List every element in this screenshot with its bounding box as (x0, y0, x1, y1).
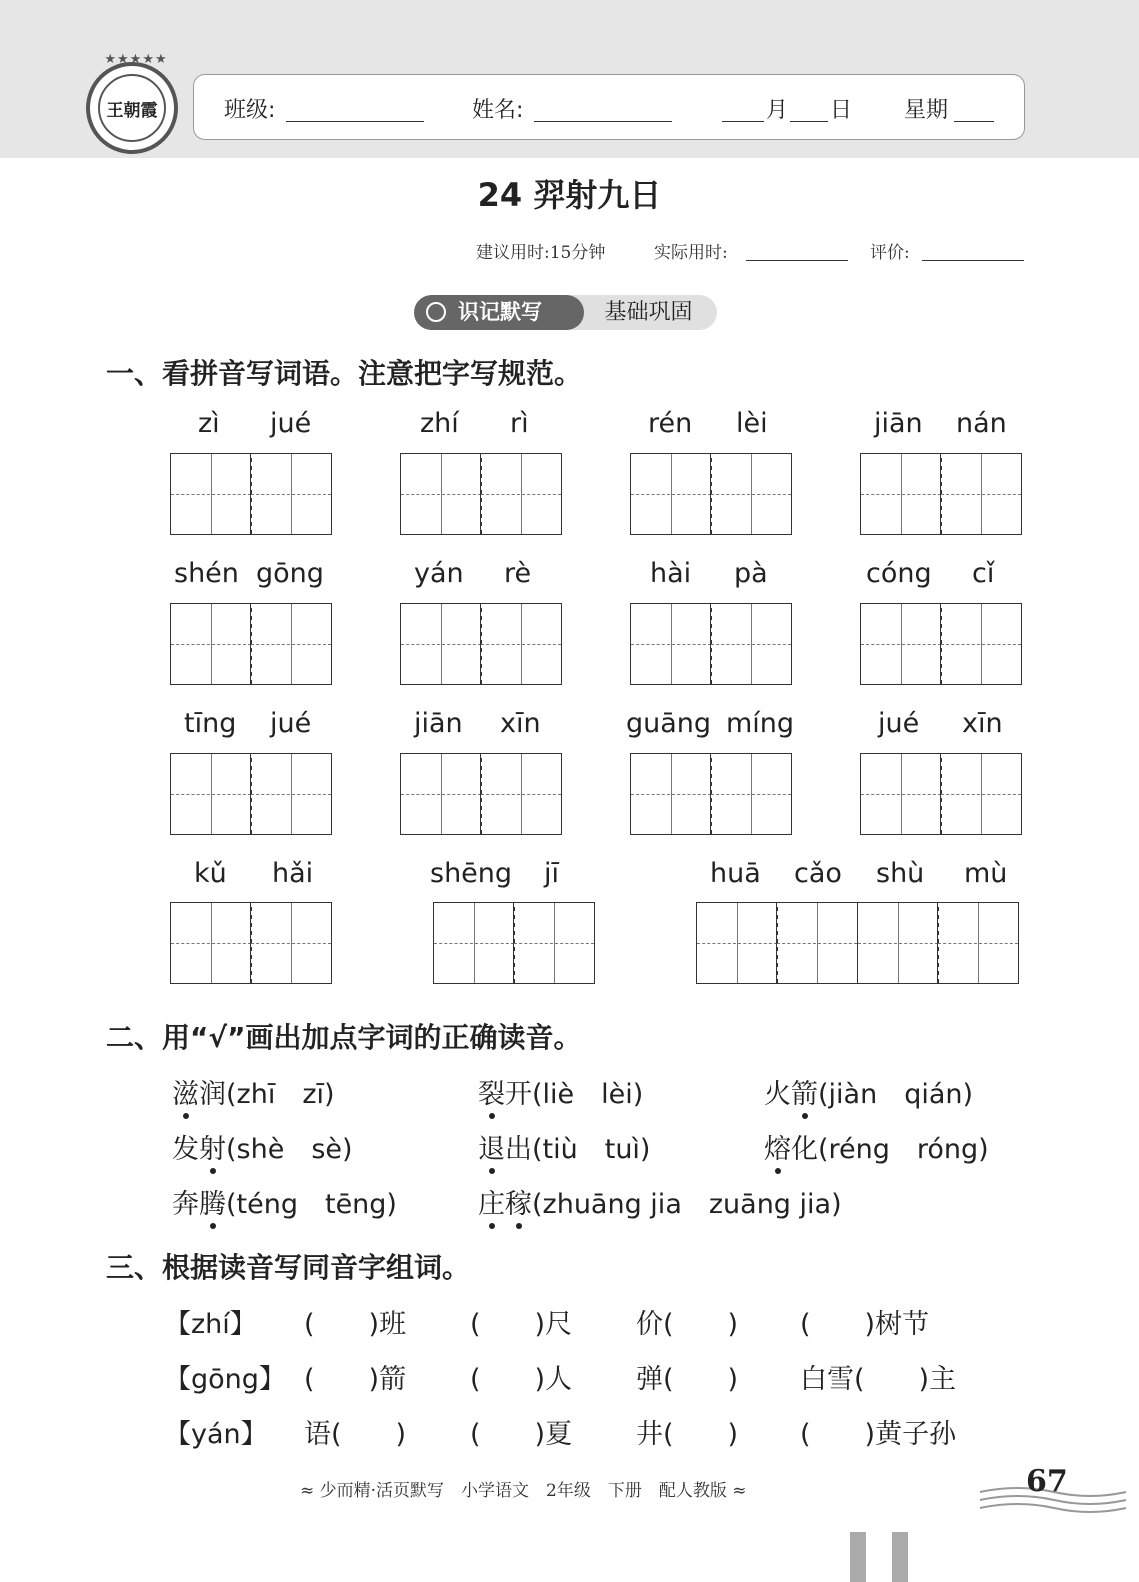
pinyin: shù (876, 858, 925, 889)
writing-grid[interactable] (170, 753, 331, 835)
medal-icon (426, 302, 446, 322)
pinyin: nán (956, 408, 1007, 439)
reading-item (172, 1127, 353, 1166)
dotted-char: 滋 (172, 1072, 199, 1111)
pinyin-label: 【yán】 (164, 1419, 268, 1450)
weekday-field[interactable] (954, 121, 994, 122)
writing-grid[interactable] (630, 453, 791, 535)
section-tag (414, 295, 717, 330)
pinyin-options[interactable]: (jiàn qián) (818, 1079, 974, 1110)
section-tag-primary-text: 识记默写 (458, 300, 542, 324)
reading-item (478, 1182, 842, 1221)
pinyin: shēng (430, 858, 513, 889)
pinyin: cǐ (972, 558, 995, 589)
pinyin: huā (710, 858, 761, 889)
writing-grid[interactable] (400, 453, 561, 535)
writing-grid[interactable] (400, 603, 561, 685)
part2-heading: 二、用“√”画出加点字词的正确读音。 (106, 1021, 582, 1054)
pinyin: jī (544, 858, 560, 889)
section-tag-secondary: 基础巩固 (564, 295, 717, 330)
pinyin-label: 【gōng】 (164, 1364, 286, 1395)
suggested-time: 建议用时:15分钟 (476, 243, 606, 263)
word-char: 出 (505, 1134, 532, 1165)
pinyin: lèi (736, 408, 768, 439)
reading-item (478, 1127, 650, 1166)
dotted-char: 腾 (199, 1182, 226, 1221)
pinyin: shén (174, 558, 239, 589)
pinyin: jiān (874, 408, 923, 439)
pinyin-options[interactable]: (réng róng) (818, 1134, 989, 1165)
pinyin: gōng (256, 558, 324, 589)
pinyin: tīng (184, 708, 237, 739)
page-tab (850, 1532, 866, 1582)
dotted-char: 裂 (478, 1072, 505, 1111)
pinyin-options[interactable]: (téng tēng) (226, 1189, 397, 1220)
pinyin-options[interactable]: (zhī zī) (226, 1079, 335, 1110)
pinyin: jué (270, 708, 312, 739)
pinyin-options[interactable]: (tiù tuì) (532, 1134, 651, 1165)
dotted-char: 退 (478, 1127, 505, 1166)
rating-label: 评价: (870, 243, 910, 263)
writing-grid[interactable] (630, 603, 791, 685)
pinyin: cóng (866, 558, 932, 589)
series-footer: ≈ 少而精·活页默写 小学语文 2年级 下册 配人教版 ≈ (300, 1481, 747, 1501)
reading-item (172, 1072, 335, 1111)
pinyin: jiān (414, 708, 463, 739)
pinyin-options[interactable]: (shè sè) (226, 1134, 353, 1165)
part3-heading: 三、根据读音写同音字组词。 (106, 1251, 471, 1284)
pinyin: zì (198, 408, 220, 439)
pinyin: rì (510, 408, 529, 439)
page-tab (892, 1532, 908, 1582)
fill-blank[interactable]: ( )箭 (304, 1364, 407, 1395)
weekday-label: 星期 (904, 98, 949, 123)
pinyin: xīn (500, 708, 541, 739)
reading-item (478, 1072, 643, 1111)
fill-blank[interactable]: ( )班 (304, 1309, 407, 1340)
pinyin: jué (270, 408, 312, 439)
dotted-char: 射 (199, 1127, 226, 1166)
pinyin: pà (734, 558, 768, 589)
section-tag-primary (414, 295, 584, 330)
dotted-char: 熔 (764, 1127, 791, 1166)
fill-blank[interactable]: 语( ) (304, 1419, 407, 1450)
day-field[interactable] (790, 121, 828, 122)
star-icon: ★★★★★ (104, 52, 168, 67)
pinyin: hǎi (272, 858, 314, 889)
rating-field[interactable] (922, 260, 1024, 261)
class-field[interactable] (286, 121, 424, 122)
writing-grid[interactable] (433, 902, 594, 984)
writing-grid[interactable] (170, 902, 331, 984)
fill-blank[interactable]: 弹( ) (636, 1364, 739, 1395)
student-info-box (193, 74, 1025, 140)
fill-blank[interactable]: 井( ) (636, 1419, 739, 1450)
pinyin: rè (504, 558, 532, 589)
fill-blank[interactable]: ( )人 (470, 1364, 573, 1395)
lesson-title: 24 羿射九日 (477, 176, 662, 214)
name-label: 姓名: (472, 98, 524, 123)
writing-grid[interactable] (860, 603, 1021, 685)
word-char: 火 (764, 1079, 791, 1110)
month-label: 月 (766, 98, 789, 123)
reading-item (764, 1127, 989, 1166)
writing-grid[interactable] (400, 753, 561, 835)
day-label: 日 (830, 98, 853, 123)
pinyin: yán (414, 558, 464, 589)
fill-blank[interactable]: ( )尺 (470, 1309, 573, 1340)
writing-grid[interactable] (860, 453, 1021, 535)
fill-blank[interactable]: 白雪( )主 (800, 1364, 957, 1395)
reading-item (172, 1182, 397, 1221)
pinyin: jué (878, 708, 920, 739)
fill-blank[interactable]: 价( ) (636, 1309, 739, 1340)
pinyin: zhí (420, 408, 459, 439)
class-label: 班级: (224, 98, 276, 123)
name-field[interactable] (534, 121, 672, 122)
pinyin: rén (648, 408, 693, 439)
pinyin-options[interactable]: (liè lèi) (532, 1079, 644, 1110)
dotted-char: 稼 (505, 1182, 532, 1221)
pinyin: cǎo (794, 858, 842, 889)
pinyin: míng (726, 708, 795, 739)
pinyin: hài (650, 558, 692, 589)
writing-grid[interactable] (170, 603, 331, 685)
pinyin: kǔ (194, 858, 227, 889)
actual-time-label: 实际用时: (654, 243, 728, 263)
dotted-char: 庄 (478, 1182, 505, 1221)
actual-time-field[interactable] (746, 260, 848, 261)
page-number: 67 (1026, 1464, 1068, 1499)
word-char: 发 (172, 1134, 199, 1165)
fill-blank[interactable]: ( )夏 (470, 1419, 573, 1450)
word-char: 润 (199, 1079, 226, 1110)
pinyin: mù (964, 858, 1008, 889)
reading-item (764, 1072, 973, 1111)
word-char: 奔 (172, 1189, 199, 1220)
writing-grid[interactable] (696, 902, 1018, 984)
fill-blank[interactable]: ( )黄子孙 (800, 1419, 957, 1450)
pinyin-label: 【zhí】 (164, 1309, 257, 1340)
fill-blank[interactable]: ( )树节 (800, 1309, 930, 1340)
writing-grid[interactable] (860, 753, 1021, 835)
logo-text: 王朝霞 (106, 100, 158, 121)
publisher-logo (86, 52, 178, 154)
pinyin: guāng (626, 708, 712, 739)
word-char: 开 (505, 1079, 532, 1110)
part1-heading: 一、看拼音写词语。注意把字写规范。 (106, 357, 583, 390)
pinyin: xīn (962, 708, 1003, 739)
month-field[interactable] (722, 121, 764, 122)
dotted-char: 箭 (791, 1072, 818, 1111)
pinyin-options[interactable]: (zhuāng jia zuāng jia) (532, 1189, 842, 1220)
writing-grid[interactable] (170, 453, 331, 535)
writing-grid[interactable] (630, 753, 791, 835)
word-char: 化 (791, 1134, 818, 1165)
